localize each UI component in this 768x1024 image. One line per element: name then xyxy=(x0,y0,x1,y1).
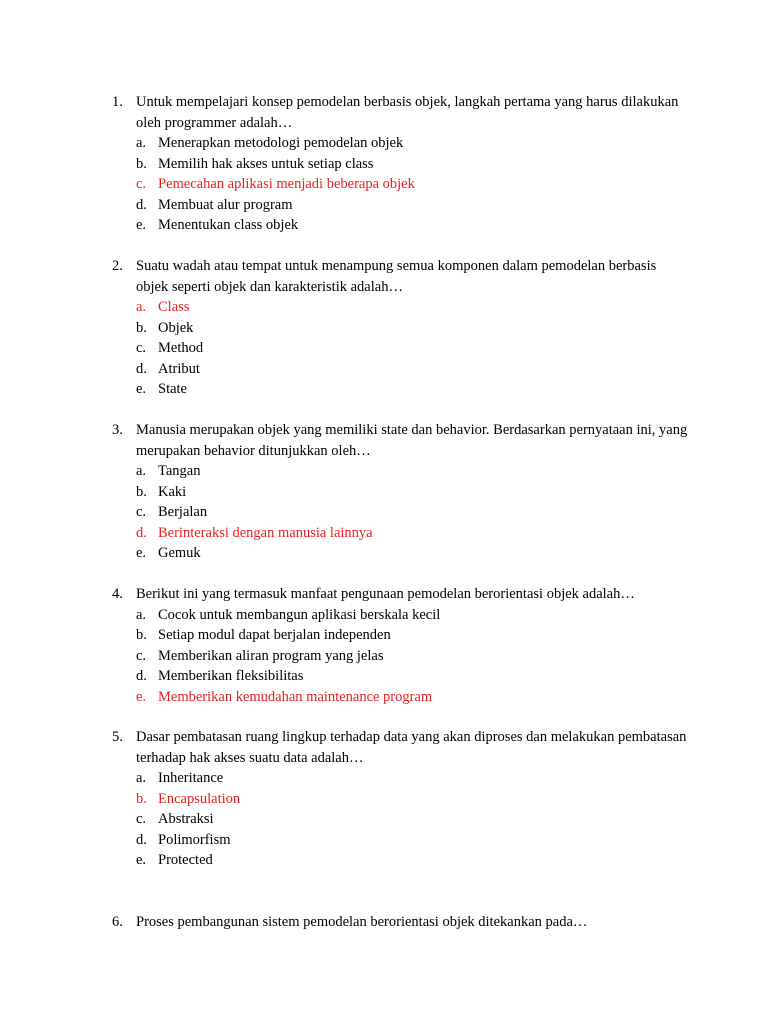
option-b xyxy=(136,318,692,339)
option-a xyxy=(136,768,692,789)
question-number: 1. xyxy=(112,94,123,110)
question-stem xyxy=(112,256,692,297)
option-a xyxy=(136,605,692,626)
option-letter: e. xyxy=(136,852,147,868)
question-text: Berikut ini yang termasuk manfaat pengunaan pemodelan berorientasi objek adalah… xyxy=(136,586,635,602)
option-text: Setiap modul dapat berjalan independen xyxy=(158,627,391,643)
option-text: Berinteraksi dengan manusia lainnya xyxy=(158,524,373,541)
option-letter: d. xyxy=(136,360,147,377)
option-c xyxy=(136,646,692,667)
option-b xyxy=(136,482,692,503)
option-text: Memberikan aliran program yang jelas xyxy=(158,647,384,664)
option-a xyxy=(136,461,692,482)
option-text: Polimorfism xyxy=(158,831,231,848)
option-c-correct xyxy=(136,174,692,195)
option-letter: c. xyxy=(136,176,147,192)
option-e xyxy=(136,215,692,236)
option-list xyxy=(112,461,692,564)
question-text: Untuk mempelajari konsep pemodelan berbasis objek, langkah pertama yang harus dilakukan oleh programmer adalah… xyxy=(136,94,679,131)
option-text: Objek xyxy=(158,319,194,336)
question-stem xyxy=(112,420,692,461)
option-text: Menerapkan metodologi pemodelan objek xyxy=(158,135,404,151)
option-text: Kaki xyxy=(158,483,187,500)
question-3 xyxy=(112,420,692,564)
option-text: Class xyxy=(158,299,190,315)
option-c xyxy=(136,809,692,830)
option-d xyxy=(136,830,692,851)
option-text: Abstraksi xyxy=(158,811,214,827)
question-1 xyxy=(112,92,692,236)
option-d xyxy=(136,359,692,380)
question-4 xyxy=(112,584,692,707)
option-text: Atribut xyxy=(158,360,200,377)
option-letter: d. xyxy=(136,668,147,684)
question-stem xyxy=(112,92,692,133)
option-letter: b. xyxy=(136,483,147,500)
option-a xyxy=(136,133,692,154)
option-c xyxy=(136,338,692,359)
question-stem xyxy=(112,727,692,768)
option-e xyxy=(136,543,692,564)
question-text: Dasar pembatasan ruang lingkup terhadap data yang akan diproses dan melakukan pembatasan terhadap hak akses suatu data adalah… xyxy=(136,729,687,766)
option-letter: c. xyxy=(136,504,147,520)
option-letter: e. xyxy=(136,381,147,397)
option-letter: a. xyxy=(136,606,147,623)
question-2 xyxy=(112,256,692,400)
option-e xyxy=(136,850,692,871)
option-letter: e. xyxy=(136,217,147,233)
option-a-correct xyxy=(136,297,692,318)
option-text: Tangan xyxy=(158,463,201,479)
option-c xyxy=(136,502,692,523)
option-letter: a. xyxy=(136,135,147,151)
option-d xyxy=(136,195,692,216)
option-letter: a. xyxy=(136,770,147,786)
question-number: 3. xyxy=(112,422,123,438)
question-number: 6. xyxy=(112,914,123,930)
option-text: Memberikan fleksibilitas xyxy=(158,668,304,684)
option-text: Memberikan kemudahan maintenance program xyxy=(158,688,433,705)
option-text: Membuat alur program xyxy=(158,196,293,213)
option-letter: b. xyxy=(136,627,147,643)
question-text: Proses pembangunan sistem pemodelan berorientasi objek ditekankan pada… xyxy=(136,914,588,930)
option-e-correct xyxy=(136,687,692,708)
option-letter: b. xyxy=(136,319,147,336)
option-letter: e. xyxy=(136,545,147,561)
question-stem xyxy=(112,584,692,605)
option-text: Menentukan class objek xyxy=(158,217,299,233)
option-letter: c. xyxy=(136,647,147,664)
question-number: 4. xyxy=(112,586,123,602)
option-letter: c. xyxy=(136,811,147,827)
option-letter: e. xyxy=(136,688,147,705)
option-text: State xyxy=(158,381,187,397)
question-number: 2. xyxy=(112,258,123,274)
option-text: Gemuk xyxy=(158,545,201,561)
option-b xyxy=(136,154,692,175)
option-text: Encapsulation xyxy=(158,790,241,807)
option-list xyxy=(112,297,692,400)
option-text: Protected xyxy=(158,852,213,868)
option-b-correct xyxy=(136,789,692,810)
option-letter: d. xyxy=(136,196,147,213)
option-text: Method xyxy=(158,340,204,356)
option-d xyxy=(136,666,692,687)
option-e xyxy=(136,379,692,400)
option-text: Inheritance xyxy=(158,770,224,786)
option-list xyxy=(112,768,692,871)
option-text: Memilih hak akses untuk setiap class xyxy=(158,155,374,172)
option-letter: d. xyxy=(136,831,147,848)
option-list xyxy=(112,605,692,708)
option-letter: a. xyxy=(136,299,147,315)
option-text: Pemecahan aplikasi menjadi beberapa objek xyxy=(158,176,415,192)
option-letter: c. xyxy=(136,340,147,356)
question-5 xyxy=(112,727,692,871)
question-stem xyxy=(112,912,692,933)
option-text: Cocok untuk membangun aplikasi berskala kecil xyxy=(158,606,441,623)
question-text: Suatu wadah atau tempat untuk menampung semua komponen dalam pemodelan berbasis objek seperti objek dan karakteristik adalah… xyxy=(136,258,657,295)
question-text: Manusia merupakan objek yang memiliki state dan behavior. Berdasarkan pernyataan ini, yang merupakan behavior ditunjukkan oleh… xyxy=(136,422,688,459)
option-letter: b. xyxy=(136,790,147,807)
option-list xyxy=(112,133,692,236)
question-6 xyxy=(112,912,692,933)
option-letter: b. xyxy=(136,155,147,172)
question-number: 5. xyxy=(112,729,123,745)
option-b xyxy=(136,625,692,646)
option-letter: a. xyxy=(136,463,147,479)
option-text: Berjalan xyxy=(158,504,208,520)
option-letter: d. xyxy=(136,524,147,541)
option-d-correct xyxy=(136,523,692,544)
